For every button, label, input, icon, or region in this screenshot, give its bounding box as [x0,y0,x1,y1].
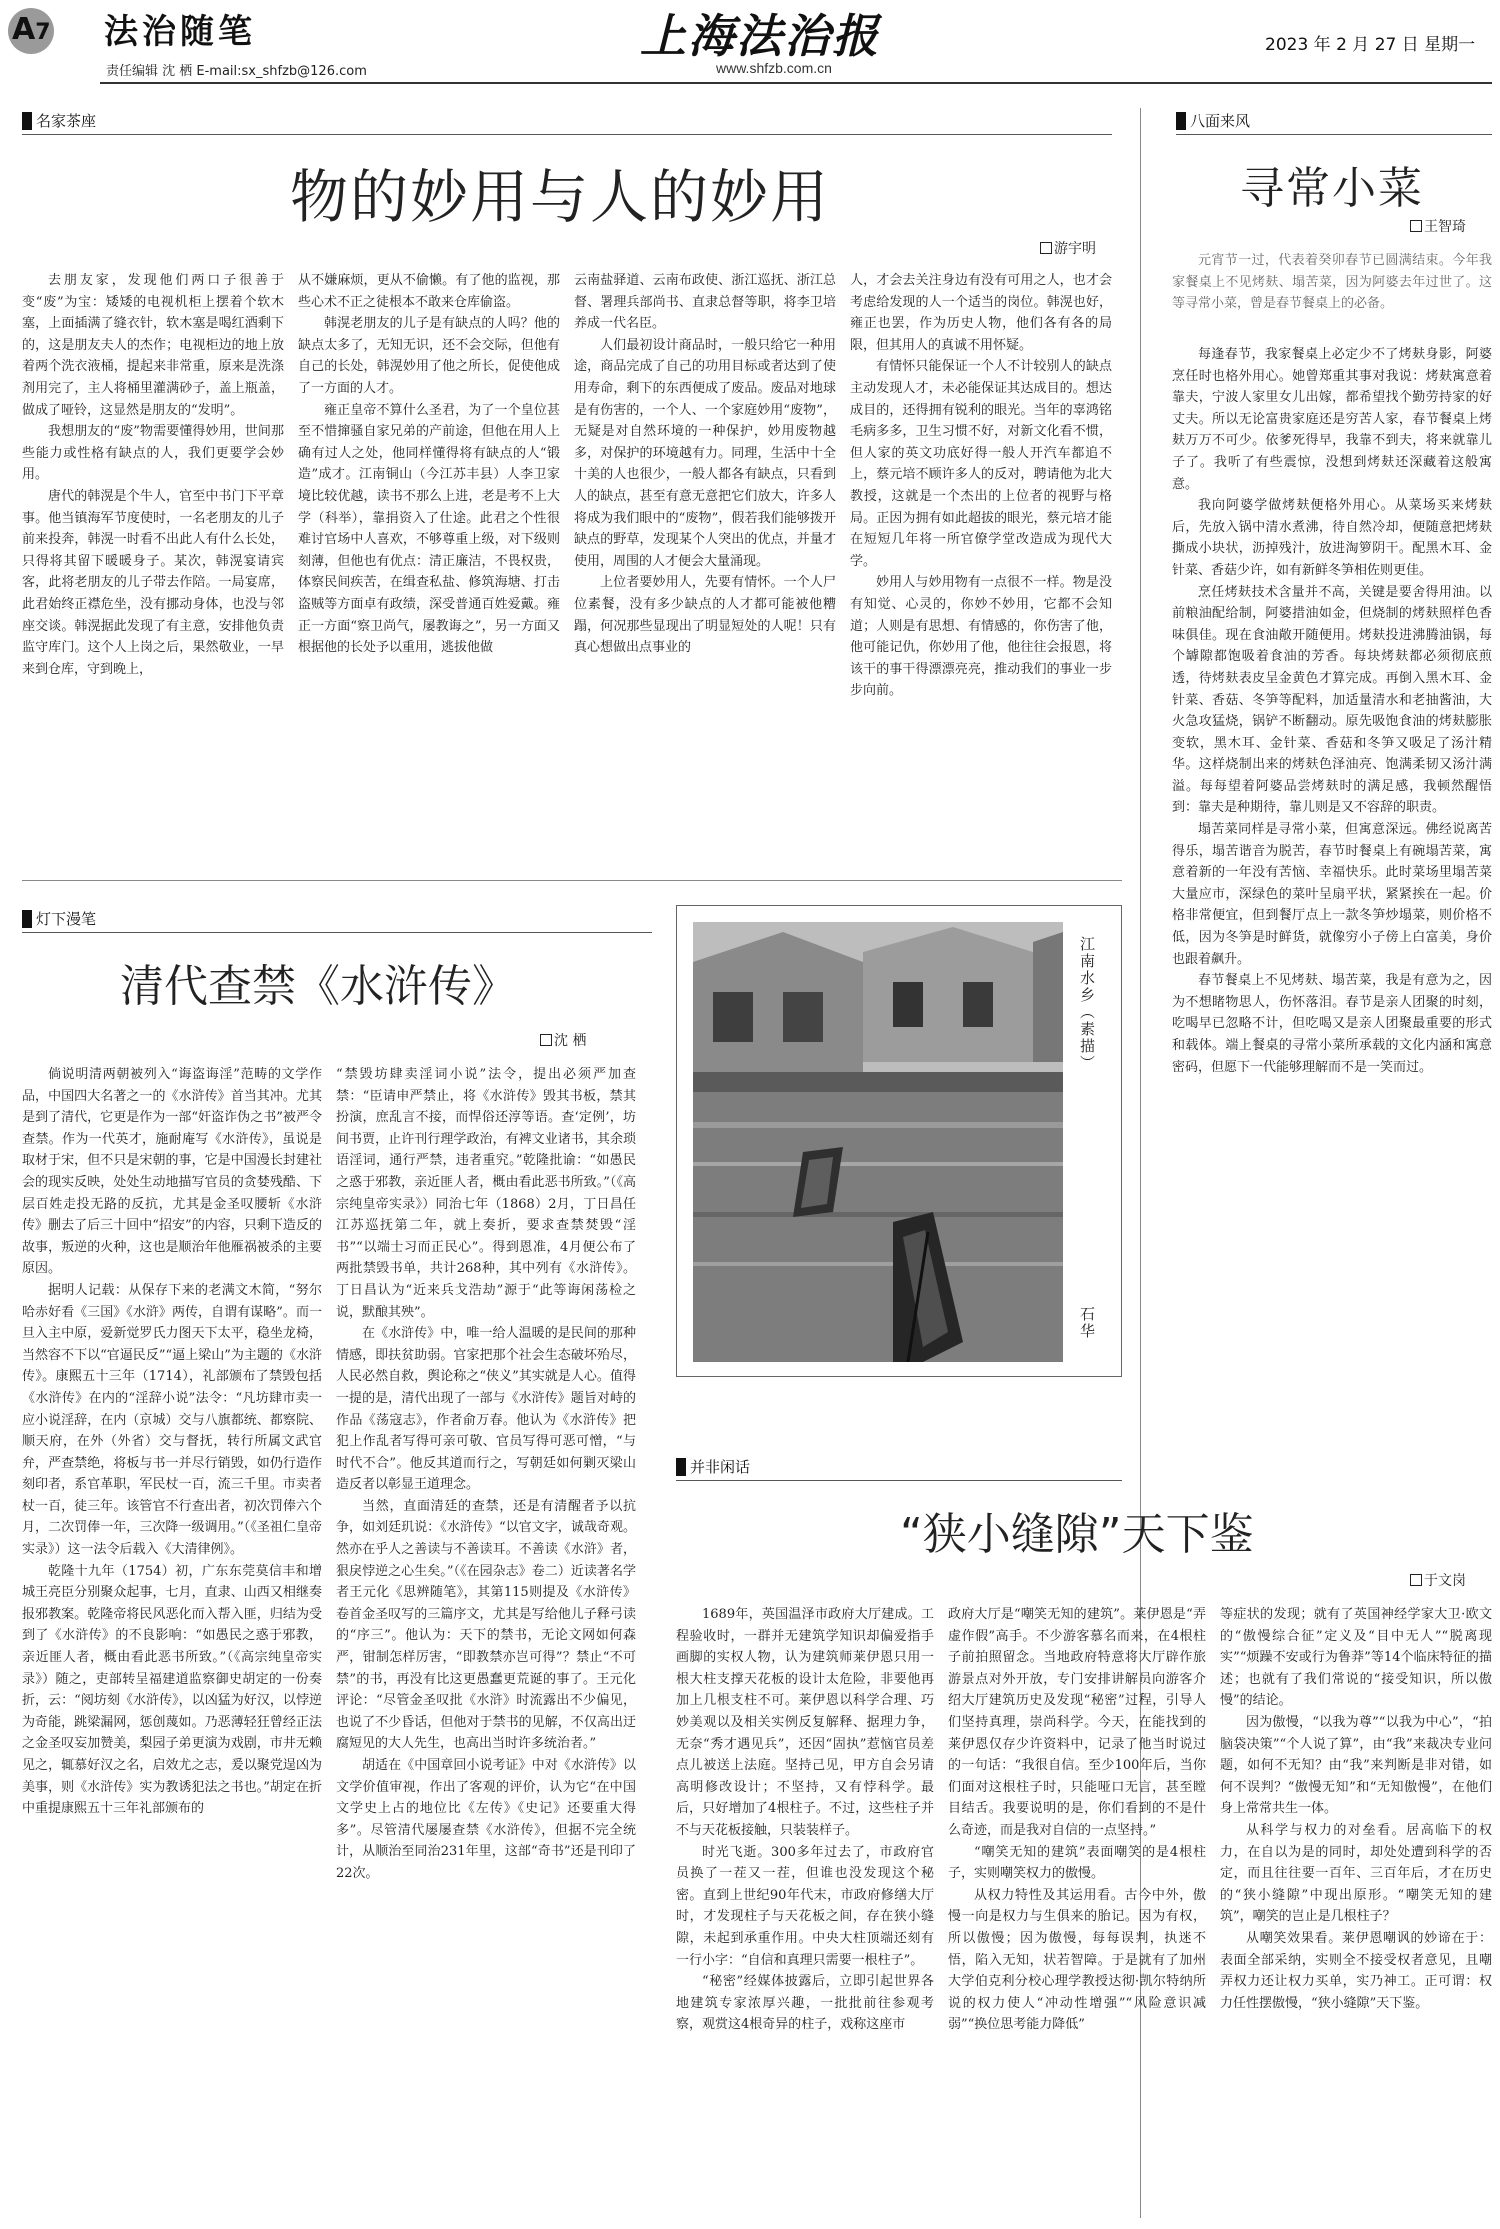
paragraph: “秘密”经媒体披露后，立即引起世界各地建筑专家浓厚兴趣，一批批前往参观考察，观赏这4根奇异的柱子，戏称这座市 [676,1974,934,2033]
paragraph: 我向阿婆学做烤麸便格外用心。从菜场买来烤麸后，先放入锅中清水煮沸，待自然冷却，便随意把烤麸撕成小块状，沥掉残汁，放进淘箩阴干。配黑木耳、金针菜、香菇少许，如有新鲜冬笋相佐则更佳。 [1172,498,1492,578]
paragraph: 乾隆十九年（1754）初，广东东莞莫信丰和增城王亮臣分别聚众起事，七月，直隶、山西又相继奏报邪教案。乾隆帝将民风恶化而入帮入匪，归结为受到了《水浒传》的不良影响：“如愚民之惑于邪教，亲近匪人者，概由看此恶书所致。”（《高宗纯皇帝实录》）随之，吏部转呈福建道监察御史胡定的一份奏折，云：“阅坊刻《水浒传》，以凶猛为好汉，以悖逆为奇能，跳梁漏网，惩创蔑如。乃恶薄轻狂曾经正法之金圣叹妄加赞美，梨园子弟更演为戏剧，市井无赖见之，辄慕好汉之名，启效尤之志，爰以聚党逞凶为美事，则《水浒传》实为教诱犯法之书也。”胡定在折中重提康熙五十三年礼部颁布的 [22,1563,322,1817]
paragraph: “嘲笑无知的建筑”表面嘲笑的是4根柱子，实则嘲笑权力的傲慢。 [948,1844,1206,1882]
article1-column-3 [574,270,836,860]
illustration-painter: 石华 [1078,1306,1096,1340]
paragraph: 胡适在《中国章回小说考证》中对《水浒传》以文学价值审视，作出了客观的评价，认为它“在中国文学史上占的地位比《左传》《史记》还要重大得多”。尽管清代屡屡查禁《水浒传》，但据不完全统计，从顺治至同治231年里，这部“奇书”还是刊印了22次。 [336,1758,636,1881]
paragraph: 唐代的韩滉是个牛人，官至中书门下平章事。他当镇海军节度使时，一名老朋友的儿子前来投奔，韩滉一时看不出此人有什么长处，只得将其留下暖暖身子。某次，韩滉宴请宾客，此将老朋友的儿子带去作陪。一局宴席，此君始终正襟危坐，没有挪动身体，也没与邻座交谈。韩滉据此发现了有主意，安排他负责监守库门。这个人上岗之后，果然敬业，一早来到仓库，守到晚上， [22,488,284,677]
page-number: 7 [35,20,51,45]
article4-column-1 [676,1604,934,2224]
paragraph: 有情怀只能保证一个人不计较别人的缺点主动发现人才，未必能保证其达成目的。想达成目的，还得拥有锐利的眼光。当年的辜鸿铭毛病多多，卫生习惯不好，对新文化看不惯，但人家的英文功底好得一般人开汽车都追不上，蔡元培不顾许多人的反对，聘请他为北大教授，这就是一个杰出的上位者的视野与格局。正因为拥有如此超拔的眼光，蔡元培才能在短短几年将一所官僚学堂改造成为现代大学。 [850,359,1112,569]
article2-title: 寻常小菜 [1240,163,1424,214]
article3-author: 沈 栖 [554,1033,587,1049]
article3-title: 清代查禁《水浒传》 [120,961,516,1012]
paragraph: 妙用人与妙用物有一点很不一样。物是没有知觉、心灵的，你妙不妙用，它都不会知道；人则是有思想、有情感的，你伤害了他，他可能记仇，你妙用了他，他往往会报恩，将该干的事干得漂漂亮亮，推动我们的事业一步步向前。 [850,575,1112,699]
illustration-caption: 江南水乡（素描） [1078,936,1096,1072]
byline-box-icon [540,1034,552,1046]
paragraph: 烹任烤麸技术含量并不高，关键是要舍得用油。以前粮油配给制，阿婆措油如金，但烧制的烤麸照样色香味俱佳。现在食油敞开随便用。烤麸投进沸腾油锅，每个罅隙都饱吸着食油的芳香。每块烤麸都必须彻底煎透，待烤麸表皮呈金黄色才算完成。再倒入黑木耳、金针菜、香菇、冬笋等配料，加适量清水和老抽酱油，大火急攻猛烧，锅铲不断翻动。原先吸饱食油的烤麸膨胀变软，黑木耳、金针菜、香菇和冬笋又吸足了汤汁精华。这样烧制出来的烤麸色泽油亮、饱满柔韧又汤汁满溢。每每望着阿婆品尝烤麸时的满足感，我顿然醒悟到：靠夫是种期待，靠儿则是又不容辞的职责。 [1172,584,1492,816]
article1-column-4 [850,270,1112,860]
paragraph: 人们最初设计商品时，一般只给它一种用途，商品完成了自己的功用目标或者达到了使用寿命，剩下的东西便成了废品。废品对地球是有伤害的，一个人、一个家庭妙用“废物”，无疑是对自然环境的一种保护，妙用废物越多，对保护的环境越有力。同理，生活中十全十美的人也很少，一般人都各有缺点，只看到人的缺点，甚至有意无意把它们放大，许多人将成为我们眼中的“废物”，假若我们能够拨开缺点的野草，发现某个人突出的优点，并量才使用，周围的人才便会大量涌现。 [574,337,836,569]
section-tag-mingjia: 名家茶座 [22,112,96,130]
article3-column-2 [336,1064,636,2224]
paragraph: 去朋友家，发现他们两口子很善于变“废”为宝：矮矮的电视机柜上摆着个软木塞，上面插满了缝衣针，软木塞是喝红酒剩下的，这是朋友夫人的杰作；电视柜边的地上放着两个洗衣液桶，提起来非常重，原来是洗涤剂用完了，主人将桶里灌满砂子，盖上瓶盖，做成了哑铃，这显然是朋友的“发明”。 [22,273,284,418]
article3-column-1 [22,1064,322,2224]
newspaper-website: www.shfzb.com.cn [716,60,832,76]
byline-box-icon [1410,1574,1422,1586]
paragraph: 政府大厅是“嘲笑无知的建筑”。莱伊恩是“弄虚作假”高手。不少游客慕名而来，在4根柱子前拍照留念。当地政府特意将大厅辟作旅游景点对外开放，专门安排讲解员向游客介绍大厅建筑历史及发现“秘密”过程，引导人们坚持真理，崇尚科学。今天，在能找到的莱伊恩仅存少许资料中，记录了他当时说过的一句话：“我很自信。至少100年后，当你们面对这根柱子时，只能哑口无言，甚至瞠目结舌。我要说明的是，你们看到的不是什么奇迹，而是我对自信的一点坚持。” [948,1607,1206,1838]
jiangnan-sketch-image [693,922,1063,1362]
article4-column-3 [1220,1604,1492,2224]
article4-author: 于文岗 [1424,1573,1466,1589]
paragraph: 据明人记载：从保存下来的老满文木简，“努尔哈赤好看《三国》《水浒》两传，自谓有谋略”。而一旦入主中原，爱新觉罗氏力图天下太平，稳坐龙椅，当然容不下以“官逼民反”“逼上梁山”为主题的《水浒传》。康熙五十三年（1714），礼部颁布了禁毁包括《水浒传》在内的“淫辞小说”法令：“凡坊肆市卖一应小说淫辞，在内（京城）交与八旗都统、都察院、顺天府，在外（外省）交与督抚，转行所属文武官弁，严查禁绝，将板与书一并尽行销毁，如仍行造作刻印者，系官革职，军民杖一百，流三千里。市卖者杖一百，徒三年。该管官不行查出者，初次罚俸六个月，二次罚俸一年，三次降一级调用。”（《圣祖仁皇帝实录》）这一法令后载入《大清律例》。 [22,1282,322,1558]
paragraph: 云南盐驿道、云南布政使、浙江巡抚、浙江总督、署理兵部尚书、直隶总督等职，将李卫培养成一代名臣。 [574,273,836,332]
paragraph: 倘说明清两朝被列入“诲盗诲淫”范畴的文学作品，中国四大名著之一的《水浒传》首当其冲。尤其是到了清代，它更是作为一部“奸盗诈伪之书”被严令查禁。作为一代英才，施耐庵写《水浒传》，虽说是取材于宋，但不只是宋朝的事，它是中国漫长封建社会的现实反映，处处生动地描写官员的贪婪残酷、下层百姓走投无路的反抗，尤其是金圣叹腰斩《水浒传》删去了后三十回中“招安”的内容，只剩下造反的故事，叛逆的火种，这也是顺治年他雁祸被杀的主要原因。 [22,1067,322,1277]
article1-byline [1040,238,1096,258]
paragraph: 我想朋友的“废”物需要懂得妙用，世间那些能力或性格有缺点的人，我们更要学会妙用。 [22,424,284,483]
editor-line: 责任编辑 沈 栖 E-mail:sx_shfzb@126.com [106,64,367,79]
paragraph: 等症状的发现；就有了英国神经学家大卫·欧文的“傲慢综合征”定义及“目中无人”“脱离现实”“烦躁不安或行为鲁莽”等14个临床特征的描述；也就有了我们常说的“接受知识，所以傲慢”的结论。 [1220,1607,1492,1709]
paragraph: 因为傲慢，“以我为尊”“以我为中心”，“拍脑袋决策”“个人说了算”，由“我”来裁决专业问题，如何不无知？由“我”来判断是非对错，如何不误判？“傲慢无知”和“无知傲慢”，在他们身上常常共生一体。 [1220,1714,1492,1817]
paragraph: 从不嫌麻烦，更从不偷懒。有了他的监视，那些心术不正之徒根本不敢来仓库偷盗。 [298,273,560,310]
issue-date: 2023 年 2 月 27 日 星期一 [1265,35,1476,55]
section-name: 法治随笔 [104,12,256,52]
paragraph: 从权力特性及其运用看。古今中外，傲慢一向是权力与生俱来的胎记。因为有权，所以傲慢；因为傲慢，每每误判，执迷不悟，陷入无知，状若智障。于是就有了加州大学伯克利分校心理学教授达彻·凯尔特纳所说的权力使人“冲动性增强”“风险意识减弱”“换位思考能力降低” [948,1887,1206,2033]
article1-title: 物的妙用与人的妙用 [290,163,831,231]
article1-tag-rule [22,134,1112,135]
article3-byline [540,1030,586,1050]
article2-author: 王智琦 [1424,219,1466,235]
page-badge-text [12,12,51,47]
article4-column-2 [948,1604,1206,2224]
newspaper-name: 上海法治报 [640,9,880,63]
paragraph: 韩滉老朋友的儿子是有缺点的人吗？他的缺点太多了，无知无识，还不会交际，但他有自己的长处，韩滉妙用了他之所长，促使他成了一方面的人才。 [298,316,560,396]
masthead-rule [100,82,1492,84]
paragraph: 从科学与权力的对垒看。居高临下的权力，在自以为是的同时，却处处遭到科学的否定，而且往往要一百年、三百年后，才在历史的“狭小缝隙”中现出原形。“嘲笑无知的建筑”，嘲笑的岂止是几根柱子？ [1220,1822,1492,1925]
paragraph: 雍正皇帝不算什么圣君，为了一个皇位甚至不惜撺骚自家兄弟的产前途，但他在用人上确有过人之处，他同样懂得将有缺点的人“锻造”成才。江南铜山（今江苏丰县）人李卫家境比较优越，读书不那么上进，老是考不上大学（科举），靠捐资入了仕途。此君之个性很难讨官场中人喜欢，不够尊重上级，对下级则刻薄，但他也有优点：清正廉洁，不畏权贵，体察民间疾苦，在缉查私盐、修筑海塘、打击盗贼等方面卓有政绩，深受普通百姓爱戴。雍正一方面“察卫尚气，屡教诲之”，另一方面又根据他的长处予以重用，逃拔他做 [298,402,560,656]
section-tag-bamian: 八面来风 [1176,112,1250,130]
section-tag-bingfei: 并非闲话 [676,1458,750,1476]
page-number-badge [8,8,62,50]
paragraph: 从嘲笑效果看。莱伊恩嘲讽的妙谛在于：表面全部采纳，实则全不接受权者意见，且嘲弄权力还让权力买单，实乃神工。正可谓：权力任性摆傲慢，“狭小缝隙”天下鉴。 [1220,1930,1492,2011]
paragraph: 人，才会去关注身边有没有可用之人，也才会考虑给发现的人一个适当的岗位。韩滉也好，雍正也罢，作为历史人物，他们各有各的局限，但其用人的真诚不用怀疑。 [850,273,1112,353]
article4-byline [1410,1570,1466,1590]
article1-author: 游宇明 [1054,241,1096,257]
article2-lead: 元宵节一过，代表着癸卯春节已圆满结束。今年我家餐桌上不见烤麸、塌苦菜，因为阿婆去年过世了。这等寻常小菜，曾是春节餐桌上的必备。 [1172,253,1492,312]
article4-title: “狭小缝隙”天下鉴 [900,1509,1254,1560]
paragraph: 在《水浒传》中，唯一给人温暖的是民间的那种情感，即扶贫助弱。官家把那个社会生态破坏殆尽，人民必然自救，舆论称之“侠义”其实就是人心。值得一提的是，清代出现了一部与《水浒传》题旨对峙的作品《荡寇志》，作者俞万春。他认为《水浒传》把犯上作乱者写得可亲可敬、官员写得可恶可憎，“与时代不合”。他反其道而行之，写朝廷如何剿灭梁山造反者以彰显王道理念。 [336,1326,636,1493]
paragraph: 春节餐桌上不见烤麸、塌苦菜，我是有意为之，因为不想睹物思人，伤怀落泪。春节是亲人团聚的时刻，吃喝早已忽略不计，但吃喝又是亲人团聚最重要的形式和载体。端上餐桌的寻常小菜所承载的文化内涵和寓意密码，但愿下一代能够理解而不是一笑而过。 [1172,973,1492,1075]
article3-tag-rule [22,932,652,933]
paragraph: 上位者要妙用人，先要有情怀。一个人尸位素餐，没有多少缺点的人才都可能被他糟蹋，何况那些显现出了明显短处的人呢！只有真心想做出点事业的 [574,575,836,656]
paragraph: “禁毁坊肆卖淫词小说”法令，提出必须严加查禁：“臣请申严禁止，将《水浒传》毁其书板，禁其扮演，庶乱言不接，而悍俗还淳等语。查‘定例’，坊间书贾，止许刊行理学政治，有裨文业诸书，其余琐语淫词，通行严禁，违者重究。”乾隆批谕：“如愚民之惑于邪教，亲近匪人者，概由看此恶书所致。”（《高宗纯皇帝实录》）同治七年（1868）2月，丁日昌任江苏巡抚第二年，就上奏折，要求查禁焚毁“淫书”“以端士习而正民心”。得到恩准，4月便公布了两批禁毁书单，共计268种，其中列有《水浒传》。丁日昌认为“近来兵戈浩劫”源于“此等诲闲荡检之说，默酿其殃”。 [336,1067,636,1320]
paragraph: 每逢春节，我家餐桌上必定少不了烤麸身影，阿婆烹任时也格外用心。她曾郑重其事对我说：烤麸寓意着靠夫，宁波人家里女儿出嫁，都希望找个勤劳持家的好丈夫。所以无论富贵家庭还是穷苦人家，春节餐桌上烤麸万万不可少。依爹死得早，我靠不到夫，将来就靠儿子了。我听了有些震惊，没想到烤麸还深藏着这般寓意。 [1172,347,1492,492]
article2-byline [1410,216,1466,236]
page-letter: A [12,12,36,47]
article4-tag-rule [676,1480,1122,1481]
illustration-frame [676,905,1122,1377]
article1-column-1 [22,270,284,860]
section-tag-dengxia: 灯下漫笔 [22,910,96,928]
article2-tag-rule [1176,134,1492,135]
byline-box-icon [1410,220,1422,232]
paragraph: 塌苦菜同样是寻常小菜，但寓意深远。佛经说离苦得乐，塌苦谐音为脱苦，春节时餐桌上有碗塌苦菜，寓意着新的一年没有苦恼、幸福快乐。此时菜场里塌苦菜大量应市，深绿色的菜叶呈扇平状，紧紧挨在一起。价格非常便宜，但到餐厅点上一款冬笋炒塌菜，则价格不低，因为冬笋是时鲜货，就像穷小子傍上白富美，身价也跟着飙升。 [1172,822,1492,967]
paragraph: 1689年，英国温泽市政府大厅建成。工程验收时，一群并无建筑学知识却偏爱指手画脚的实权人物，认为建筑师莱伊恩只用一根大柱支撑天花板的设计太危险，非要他再加上几根支柱不可。莱伊恩以科学合理、巧妙美观以及相关实例反复解释、据理力争，无奈“秀才遇见兵”，还因“固执”惹恼官员差点儿被送上法庭。坚持己见，甲方自会另请高明修改设计；不坚持，又有悖科学。最后，只好增加了4根柱子。不过，这些柱子并不与天花板接触，只装装样子。 [676,1607,934,1838]
paragraph: 时光飞逝。300多年过去了，市政府官员换了一茬又一茬，但谁也没发现这个秘密。直到上世纪90年代末，市政府修缮大厅时，才发现柱子与天花板之间，存在狭小缝隙，未起到承重作用。中央大柱顶端还刻有一行小字：“自信和真理只需要一根柱子”。 [676,1844,934,1968]
byline-box-icon [1040,242,1052,254]
article1-column-2 [298,270,560,860]
paragraph: 当然，直面清廷的查禁，还是有清醒者予以抗争，如刘廷玑说：《水浒传》“以官文字，诚哉奇观。然亦在乎人之善读与不善读耳。不善读《水浒》者，狠戾悖逆之心生矣。”（《在园杂志》卷二）近读著名学者王元化《思辨随笔》，其第115则提及《水浒传》卷首金圣叹写的三篇序文，尤其是写给他儿子释弓读的“序三”。他认为：天下的禁书，无论文网如何森严，钳制怎样厉害，“即教禁亦岂可得”？禁止“不可禁”的书，再没有比这更愚蠢更荒诞的事了。王元化评论：“尽管金圣叹批《水浒》时流露出不少偏见，也说了不少昏话，但他对于禁书的见解，不仅高出迂腐短见的大人先生，也高出当时许多统治者。” [336,1498,636,1752]
article1-bottom-rule [22,880,1122,881]
